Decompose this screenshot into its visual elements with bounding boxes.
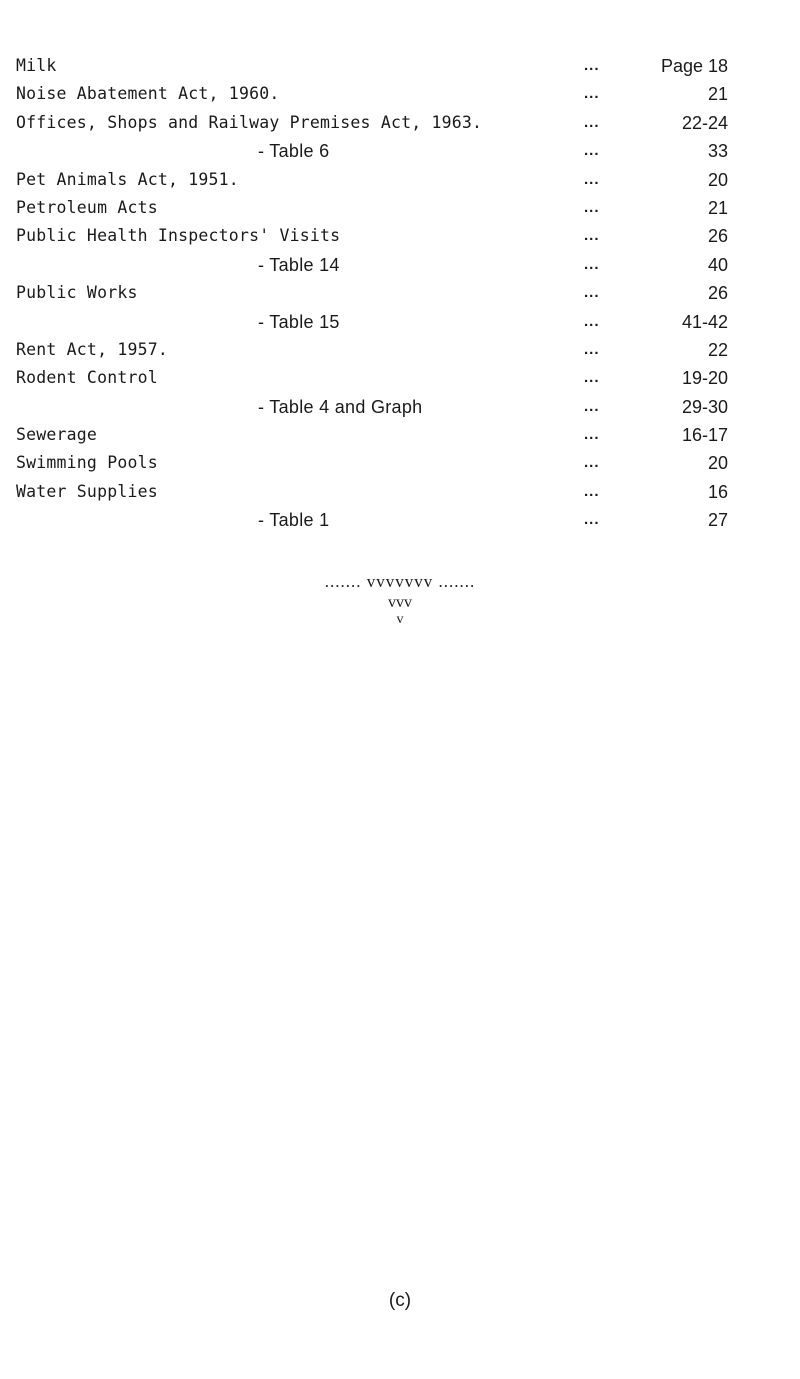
- entry-page-number: 33: [707, 141, 728, 162]
- index-entry: [0, 80, 800, 108]
- entry-term: Petroleum Acts: [16, 197, 158, 217]
- entry-leader-dots: ...: [584, 198, 600, 216]
- entry-page-number: 19-20: [681, 368, 728, 389]
- entry-term: Rodent Control: [16, 368, 158, 388]
- entry-page-number: 27: [707, 510, 728, 531]
- entry-term: Rent Act, 1957.: [16, 339, 169, 359]
- entry-page-number: 16-17: [681, 425, 728, 446]
- entry-term: Sewerage: [16, 425, 98, 445]
- entry-page-number: 26: [707, 226, 728, 247]
- entry-term: Public Works: [16, 283, 138, 303]
- index-list: [0, 52, 800, 535]
- entry-leader-dots: ...: [584, 312, 600, 330]
- entry-subentry: - Table 6: [258, 141, 330, 162]
- entry-page-number: 22: [707, 339, 728, 360]
- index-entry: [0, 336, 800, 364]
- entry-term: Offices, Shops and Railway Premises Act, 1963.: [16, 112, 483, 132]
- index-entry: [0, 506, 800, 534]
- section-end-ornament: vvv: [388, 594, 412, 611]
- entry-leader-dots: ...: [584, 170, 600, 188]
- entry-page-number: 20: [707, 169, 728, 190]
- index-entry: [0, 279, 800, 307]
- index-entry: [0, 308, 800, 336]
- entry-leader-dots: ...: [584, 85, 600, 103]
- entry-page-number: 41-42: [681, 311, 728, 332]
- entry-page-number: 26: [707, 283, 728, 304]
- index-entry: [0, 194, 800, 222]
- index-entry: [0, 52, 800, 80]
- index-entry: [0, 166, 800, 194]
- entry-leader-dots: ...: [584, 227, 600, 245]
- entry-leader-dots: ...: [584, 482, 600, 500]
- index-entry: [0, 137, 800, 165]
- index-entry: [0, 421, 800, 449]
- entry-leader-dots: ...: [584, 142, 600, 160]
- index-entry: [0, 364, 800, 392]
- entry-subentry: - Table 15: [258, 311, 340, 332]
- index-entry: [0, 478, 800, 506]
- entry-page-number: 16: [707, 481, 728, 502]
- entry-leader-dots: ...: [584, 113, 600, 131]
- entry-page-number: 21: [707, 84, 728, 105]
- entry-page-number: 20: [707, 453, 728, 474]
- index-entry: [0, 109, 800, 137]
- entry-page-number: 29-30: [681, 396, 728, 417]
- entry-term: Swimming Pools: [16, 453, 158, 473]
- index-entry: [0, 222, 800, 250]
- entry-page-number: 40: [707, 254, 728, 275]
- entry-subentry: - Table 1: [258, 510, 330, 531]
- section-end-ornament: v: [396, 612, 404, 627]
- entry-page-number: Page 18: [660, 56, 728, 76]
- entry-leader-dots: ...: [584, 340, 600, 358]
- entry-leader-dots: ...: [584, 369, 600, 387]
- entry-term: Pet Animals Act, 1951.: [16, 169, 239, 189]
- entry-leader-dots: ...: [584, 284, 600, 302]
- index-entry: [0, 393, 800, 421]
- entry-leader-dots: ...: [584, 255, 600, 273]
- page-folio: (c): [388, 1290, 412, 1311]
- entry-subentry: - Table 14: [258, 254, 340, 275]
- entry-leader-dots: ...: [584, 426, 600, 444]
- index-entry: [0, 251, 800, 279]
- entry-term: Noise Abatement Act, 1960.: [16, 84, 280, 104]
- entry-term: Milk: [16, 56, 57, 75]
- entry-leader-dots: ...: [584, 397, 600, 415]
- entry-page-number: 22-24: [681, 112, 728, 133]
- entry-leader-dots: ...: [584, 57, 600, 74]
- entry-leader-dots: ...: [584, 454, 600, 472]
- section-end-ornament: ....... vvvvvvv .......: [324, 572, 476, 591]
- index-entry: [0, 449, 800, 477]
- entry-page-number: 21: [707, 197, 728, 218]
- entry-leader-dots: ...: [584, 511, 600, 529]
- entry-term: Public Health Inspectors' Visits: [16, 226, 341, 246]
- entry-subentry: - Table 4 and Graph: [258, 396, 423, 417]
- entry-term: Water Supplies: [16, 481, 158, 501]
